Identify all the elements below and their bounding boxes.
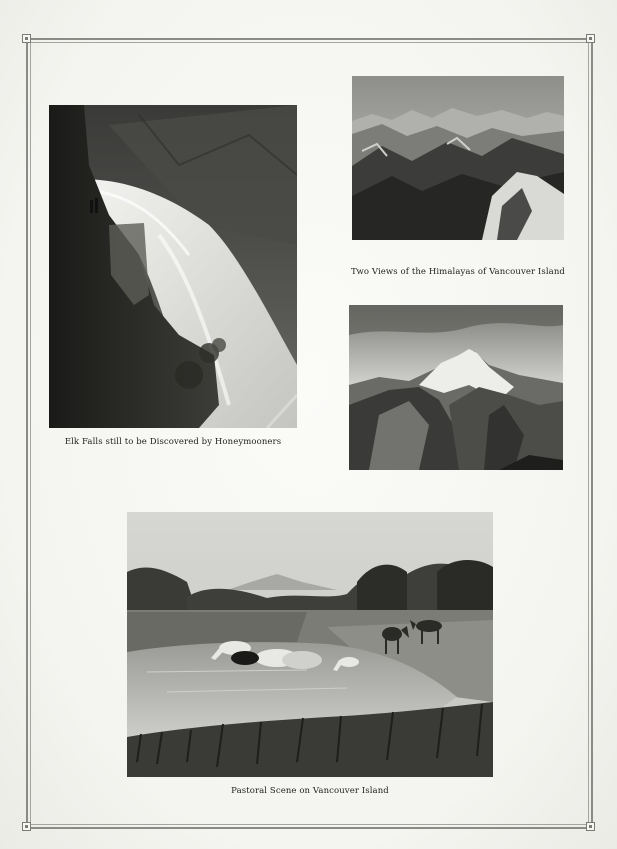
border-corner-ornament	[586, 34, 595, 43]
pastoral-caption: Pastoral Scene on Vancouver Island	[231, 786, 389, 796]
elk-falls-caption: Elk Falls still to be Discovered by Honeymooners	[64, 437, 282, 447]
border-corner-ornament	[22, 822, 31, 831]
pastoral-scene-photo	[127, 512, 493, 777]
mountain-peaks-photo	[349, 305, 563, 470]
himalayas-caption: Two Views of the Himalayas of Vancouver Island	[351, 267, 565, 277]
elk-falls-photo	[49, 105, 297, 428]
border-corner-ornament	[586, 822, 595, 831]
border-corner-ornament	[22, 34, 31, 43]
mountain-range-photo	[352, 76, 564, 240]
